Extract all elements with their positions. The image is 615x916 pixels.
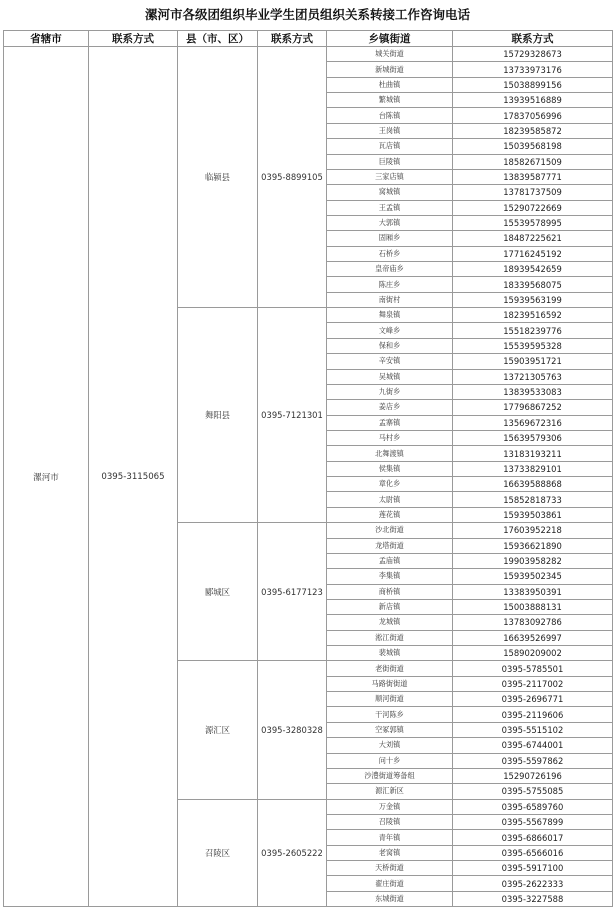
town-phone: 18239516592	[453, 308, 613, 323]
town-phone: 18339568075	[453, 277, 613, 292]
town-phone: 17837056996	[453, 108, 613, 123]
town-phone: 18582671509	[453, 154, 613, 169]
town-phone: 15038899156	[453, 77, 613, 92]
town-name: 王岗镇	[327, 123, 453, 138]
town-phone: 0395-5755085	[453, 784, 613, 799]
town-phone: 13733973176	[453, 62, 613, 77]
town-name: 瓦店镇	[327, 139, 453, 154]
town-phone: 13721305763	[453, 369, 613, 384]
town-name: 北舞渡镇	[327, 446, 453, 461]
town-name: 东城街道	[327, 891, 453, 906]
town-phone: 17796867252	[453, 400, 613, 415]
town-name: 固厢乡	[327, 231, 453, 246]
county-phone: 0395-7121301	[258, 308, 327, 523]
town-name: 大郭镇	[327, 215, 453, 230]
town-name: 台陈镇	[327, 108, 453, 123]
town-phone: 0395-6744001	[453, 738, 613, 753]
town-name: 姜店乡	[327, 400, 453, 415]
town-phone: 0395-6589760	[453, 799, 613, 814]
town-phone: 15939502345	[453, 569, 613, 584]
town-phone: 17603952218	[453, 523, 613, 538]
town-phone: 18939542659	[453, 262, 613, 277]
header-row	[4, 31, 613, 47]
town-name: 石桥乡	[327, 246, 453, 261]
header-county: 县（市、区）	[178, 31, 258, 47]
header-city: 省辖市	[4, 31, 89, 47]
town-phone: 0395-5515102	[453, 722, 613, 737]
town-phone: 0395-3227588	[453, 891, 613, 906]
town-phone: 0395-5785501	[453, 661, 613, 676]
town-phone: 0395-2696771	[453, 692, 613, 707]
town-name: 沙北街道	[327, 523, 453, 538]
town-phone: 15729328673	[453, 47, 613, 62]
town-name: 吴城镇	[327, 369, 453, 384]
town-name: 太尉镇	[327, 492, 453, 507]
town-phone: 15539578995	[453, 215, 613, 230]
town-phone: 0395-5917100	[453, 861, 613, 876]
town-phone: 15936621890	[453, 538, 613, 553]
town-phone: 18487225621	[453, 231, 613, 246]
town-name: 翟庄街道	[327, 876, 453, 891]
town-name: 淞江街道	[327, 630, 453, 645]
town-phone: 13939516889	[453, 93, 613, 108]
town-name: 侯集镇	[327, 461, 453, 476]
contact-table	[3, 30, 613, 907]
town-phone: 13781737509	[453, 185, 613, 200]
town-phone: 15290726196	[453, 768, 613, 783]
town-phone: 0395-5567899	[453, 814, 613, 829]
town-name: 万金镇	[327, 799, 453, 814]
town-phone: 15639579306	[453, 430, 613, 445]
town-phone: 0395-2117002	[453, 676, 613, 691]
town-phone: 15539595328	[453, 338, 613, 353]
town-phone: 15939503861	[453, 507, 613, 522]
town-name: 窝城镇	[327, 185, 453, 200]
town-name: 老窝镇	[327, 845, 453, 860]
town-name: 问十乡	[327, 753, 453, 768]
town-phone: 18239585872	[453, 123, 613, 138]
town-phone: 13569672316	[453, 415, 613, 430]
town-name: 龙城镇	[327, 615, 453, 630]
county-phone: 0395-2605222	[258, 799, 327, 907]
town-name: 九街乡	[327, 384, 453, 399]
town-phone: 13383950391	[453, 584, 613, 599]
town-phone: 13783092786	[453, 615, 613, 630]
town-name: 新城街道	[327, 62, 453, 77]
town-name: 保和乡	[327, 338, 453, 353]
header-town: 乡镇街道	[327, 31, 453, 47]
town-name: 大刘镇	[327, 738, 453, 753]
town-name: 南街村	[327, 292, 453, 307]
town-name: 舞泉镇	[327, 308, 453, 323]
town-phone: 15290722669	[453, 200, 613, 215]
town-phone: 15039568198	[453, 139, 613, 154]
county-phone: 0395-8899105	[258, 47, 327, 308]
town-name: 王孟镇	[327, 200, 453, 215]
city-name: 漯河市	[4, 47, 89, 907]
town-name: 章化乡	[327, 477, 453, 492]
town-phone: 19903958282	[453, 553, 613, 568]
town-name: 三家店镇	[327, 169, 453, 184]
town-phone: 13839587771	[453, 169, 613, 184]
town-phone: 15903951721	[453, 354, 613, 369]
town-name: 召陵镇	[327, 814, 453, 829]
town-name: 巨陵镇	[327, 154, 453, 169]
town-name: 源汇新区	[327, 784, 453, 799]
town-name: 辛安镇	[327, 354, 453, 369]
town-name: 干河陈乡	[327, 707, 453, 722]
town-name: 杜曲镇	[327, 77, 453, 92]
town-phone: 15890209002	[453, 646, 613, 661]
town-name: 青年镇	[327, 830, 453, 845]
town-phone: 0395-6566016	[453, 845, 613, 860]
town-name: 繁城镇	[327, 93, 453, 108]
town-name: 空冢郭镇	[327, 722, 453, 737]
town-phone: 13733829101	[453, 461, 613, 476]
header-city-phone: 联系方式	[89, 31, 178, 47]
town-name: 陈庄乡	[327, 277, 453, 292]
city-phone: 0395-3115065	[89, 47, 178, 907]
document-title: 漯河市各级团组织毕业学生团员组织关系转接工作咨询电话	[144, 7, 470, 22]
town-name: 裴城镇	[327, 646, 453, 661]
town-phone: 0395-2622333	[453, 876, 613, 891]
town-phone: 17716245192	[453, 246, 613, 261]
county-name: 郾城区	[178, 523, 258, 661]
town-name: 新店镇	[327, 599, 453, 614]
town-name: 老街街道	[327, 661, 453, 676]
county-name: 源汇区	[178, 661, 258, 799]
town-name: 文峰乡	[327, 323, 453, 338]
town-phone: 15852818733	[453, 492, 613, 507]
town-name: 沙澧街道筹备组	[327, 768, 453, 783]
county-name: 临颍县	[178, 47, 258, 308]
town-phone: 13183193211	[453, 446, 613, 461]
town-name: 商桥镇	[327, 584, 453, 599]
town-name: 马路街街道	[327, 676, 453, 691]
town-phone: 16639526997	[453, 630, 613, 645]
header-county-phone: 联系方式	[258, 31, 327, 47]
town-name: 马村乡	[327, 430, 453, 445]
table-body	[4, 47, 613, 907]
town-name: 李集镇	[327, 569, 453, 584]
town-phone: 0395-6866017	[453, 830, 613, 845]
town-name: 皇帝庙乡	[327, 262, 453, 277]
town-name: 顺河街道	[327, 692, 453, 707]
table-row	[4, 47, 613, 62]
county-name: 舞阳县	[178, 308, 258, 523]
town-phone: 13839533083	[453, 384, 613, 399]
town-name: 天桥街道	[327, 861, 453, 876]
town-name: 城关街道	[327, 47, 453, 62]
town-name: 龙塔街道	[327, 538, 453, 553]
town-name: 莲花镇	[327, 507, 453, 522]
header-town-phone: 联系方式	[453, 31, 613, 47]
town-name: 孟庙镇	[327, 553, 453, 568]
town-phone: 15518239776	[453, 323, 613, 338]
county-phone: 0395-6177123	[258, 523, 327, 661]
county-name: 召陵区	[178, 799, 258, 907]
town-phone: 15939563199	[453, 292, 613, 307]
town-phone: 16639588868	[453, 477, 613, 492]
town-phone: 0395-2119606	[453, 707, 613, 722]
town-phone: 15003888131	[453, 599, 613, 614]
town-name: 孟寨镇	[327, 415, 453, 430]
county-phone: 0395-3280328	[258, 661, 327, 799]
town-phone: 0395-5597862	[453, 753, 613, 768]
